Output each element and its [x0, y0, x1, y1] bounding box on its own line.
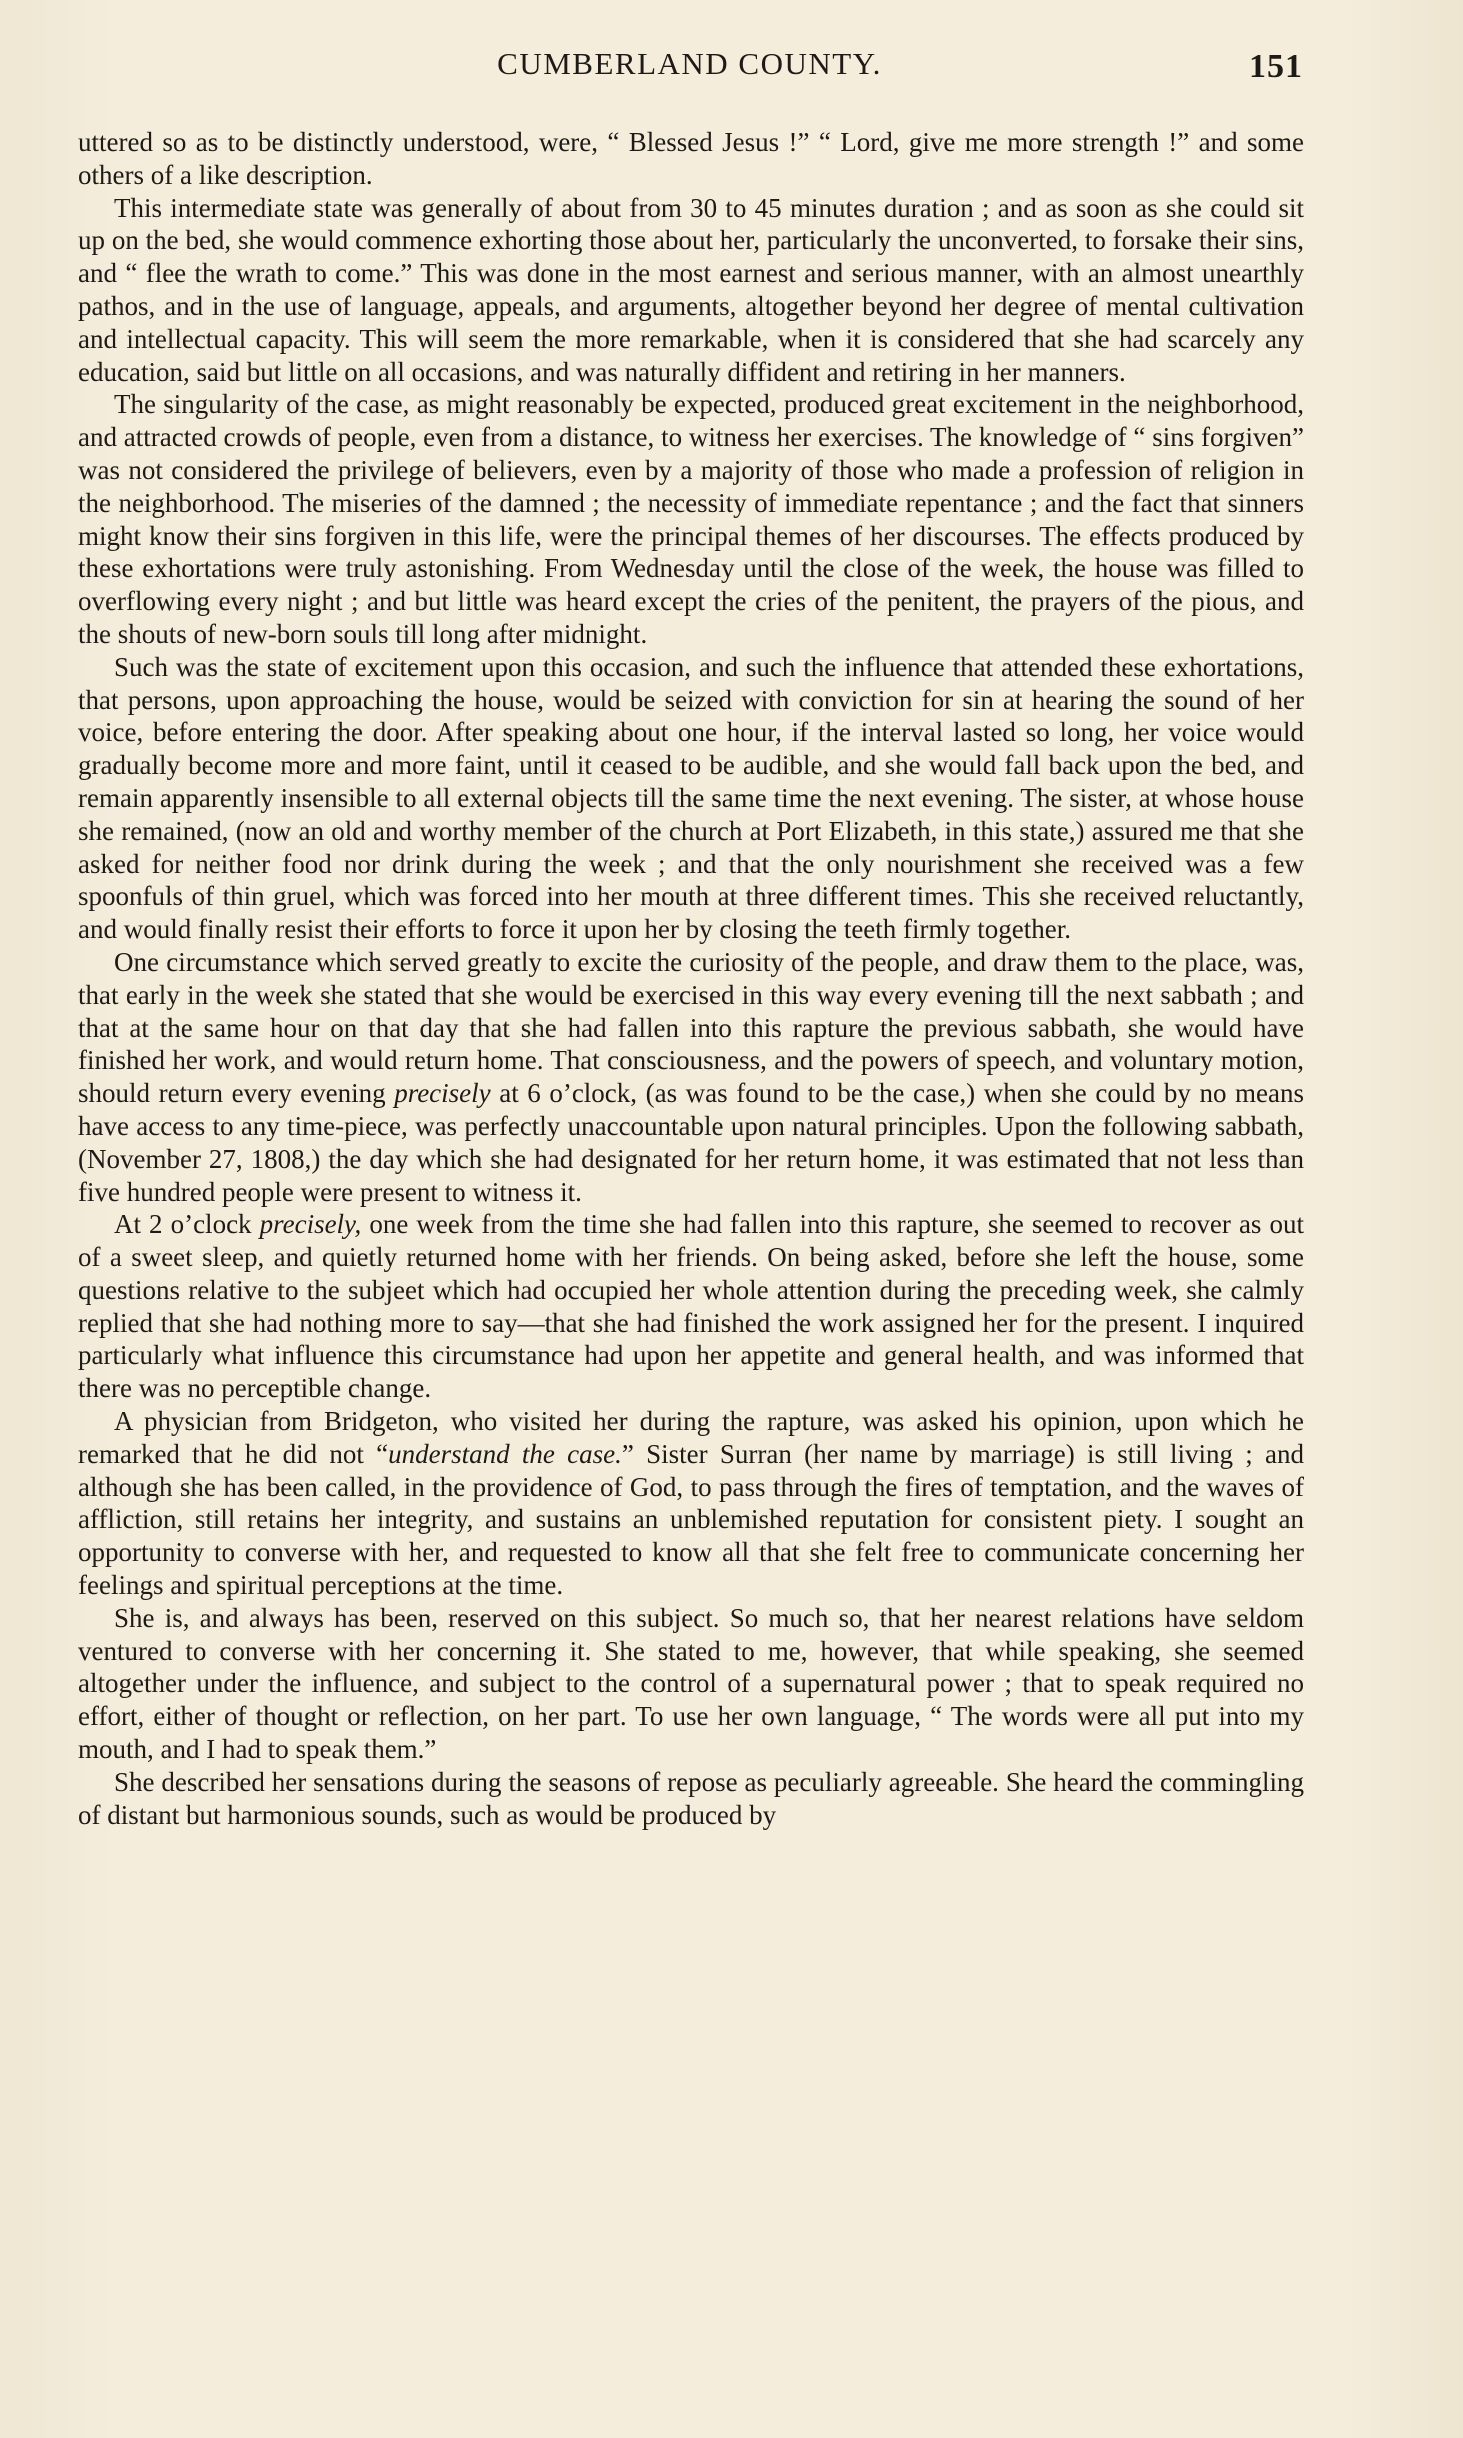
text-run: at 6 o’clock, (as was found to be the case,) when she could by no means have access to any time-piece, was perfectly unaccountable upon natural principles. Upon the following sabbath, (November 27, 1808,) the day which she had designated for her return home, it was estimated that not less than five hundred people were present to witness it. — [78, 1078, 1305, 1207]
paragraph — [78, 1602, 1304, 1766]
running-head: CUMBERLAND COUNTY. — [497, 46, 882, 81]
text-run: A physician from Bridgeton, who visited her during the rapture, was asked his opinion, upon which he remarked that he did not “ — [78, 1406, 1304, 1469]
paragraph — [78, 1405, 1304, 1602]
italic-text: precisely — [394, 1078, 491, 1109]
text-run: She described her sensations during the seasons of repose as peculiarly agreeable. She heard the commingling of distant but harmonious sounds, such as would be produced by — [78, 1766, 1304, 1830]
text-run: One circumstance which served greatly to excite the curiosity of the people, and draw them to the place, was, that early in the week she stated that she would be exercised in this way every evening till the next sabbath ; and that at the same hour on that day that she had fallen into this rapture the previous sabbath, she would have finished her work, and would return home. That consciousness, and the powers of speech, and voluntary motion, should return every evening — [78, 946, 1304, 1109]
text-run: Such was the state of excitement upon this occasion, and such the influence that attended these exhortations, that persons, upon approaching the house, would be seized with conviction for sin at hearing the sound of her voice, before entering the door. After speaking about one hour, if the interval lasted so long, her voice would gradually become more and more faint, until it ceased to be audible, and she would fall back upon the bed, and remain apparently insensible to all external objects till the same time the next evening. The sister, at whose house she remained, (now an old and worthy member of the church at Port Elizabeth, in this state,) assured me that she asked for neither food nor drink during the week ; and that the only nourishment she received was a few spoonfuls of thin gruel, which was forced into her mouth at three different times. This she received reluctantly, and would finally resist their efforts to force it upon her by closing the teeth firmly together. — [78, 651, 1304, 945]
paragraph — [78, 651, 1304, 946]
body-text — [78, 126, 1304, 1831]
paragraph — [78, 388, 1304, 650]
text-run: This intermediate state was generally of about from 30 to 45 minutes duration ; and as soon as she could sit up on the bed, she would commence exhorting those about her, particularly the unconverted, to forsake their sins, and “ flee the wrath to come.” This was done in the most earnest and serious manner, with an almost unearthly pathos, and in the use of language, appeals, and arguments, altogether beyond her degree of mental cultivation and intellectual capacity. This will seem the more remarkable, when it is considered that she had scarcely any education, said but little on all occasions, and was naturally diffident and retiring in her manners. — [78, 192, 1304, 387]
paragraph — [78, 126, 1304, 192]
paragraph — [78, 1766, 1304, 1832]
paragraph — [78, 946, 1304, 1208]
text-run: At 2 o’clock — [114, 1209, 260, 1240]
text-run: one week from the time she had fallen into this rapture, she seemed to recover as out of a sweet sleep, and quietly returned home with her friends. On being asked, before she left the house, some questions relative to the subjeet which had occupied her whole attention during the preceding week, she calmly replied that she had nothing more to say—that she had finished the work assigned her for the present. I inquired particularly what influence this circumstance had upon her appetite and general health, and was informed that there was no perceptible change. — [78, 1209, 1304, 1404]
text-run: uttered so as to be distinctly understood, were, “ Blessed Jesus !” “ Lord, give me more strength !” and some others of a like description. — [78, 127, 1304, 190]
paragraph — [78, 1208, 1304, 1405]
paragraph — [78, 192, 1304, 389]
text-run: The singularity of the case, as might reasonably be expected, produced great excitement in the neighborhood, and attracted crowds of people, even from a distance, to witness her exercises. The knowledge of “ sins forgiven” was not considered the privilege of believers, even by a majority of those who made a profession of religion in the neighborhood. The miseries of the damned ; the necessity of immediate repentance ; and the fact that sinners might know their sins forgiven in this life, were the principal themes of her discourses. The effects produced by these exhortations were truly astonishing. From Wednesday until the close of the week, the house was filled to overflowing every night ; and but little was heard except the cries of the penitent, the prayers of the pious, and the shouts of new-born souls till long after midnight. — [78, 389, 1304, 649]
text-run: ” Sister Surran (her name by marriage) is still living ; and although she has been called, in the providence of God, to pass through the fires of temptation, and the waves of affliction, still retains her integrity, and sustains an unblemished reputation for consistent piety. I sought an opportunity to converse with her, and requested to know all that she felt free to communicate concerning her feelings and spiritual perceptions at the time. — [78, 1438, 1304, 1601]
italic-text: understand the case. — [388, 1438, 622, 1469]
page-header — [76, 44, 1303, 94]
text-run: She is, and always has been, reserved on this subject. So much so, that her nearest relations have seldom ventured to converse with her concerning it. She stated to me, however, that while speaking, she seemed altogether under the influence, and subject to the control of a supernatural power ; that to speak required no effort, either of thought or reflection, on her part. To use her own language, “ The words were all put into my mouth, and I had to speak them.” — [78, 1602, 1304, 1765]
italic-text: precisely, — [259, 1209, 362, 1240]
page-number: 151 — [1249, 48, 1303, 85]
